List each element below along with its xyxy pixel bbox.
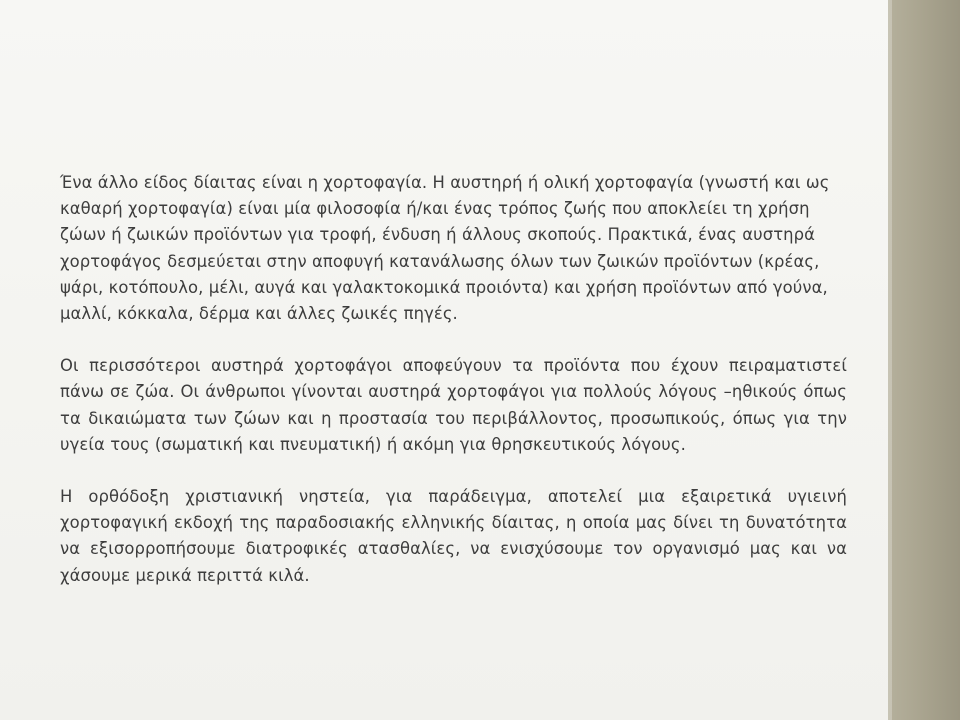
paragraph-reasons: Οι περισσότεροι αυστηρά χορτοφάγοι αποφεύγουν τα προϊόντα που έχουν πειραματιστεί πάνω σε ζώα. Οι άνθρωποι γίνονται αυστηρά χορτοφάγοι για πολλούς λόγους –ηθικούς όπως τα δικαιώματα των ζώων και η προστασία του περιβάλλοντος, προσωπικούς, όπως για την υγεία τους (σωματική και πνευματική) ή ακόμη για θρησκευτικούς λόγους.	[60, 356, 847, 454]
paragraph-veganism-intro: Ένα άλλο είδος δίαιτας είναι η χορτοφαγία. Η αυστηρή ή ολική χορτοφαγία (γνωστή και ως καθαρή χορτοφαγία) είναι μία φιλοσοφία ή/και ένας τρόπος ζωής που αποκλείει τη χρήση ζώων ή ζωικών προϊόντων για τροφή, ένδυση ή άλλους σκοπούς. Πρακτικά, ένας αυστηρά χορτοφάγος δεσμεύεται στην αποφυγή κατανάλωσης όλων των ζωικών προϊόντων (κρέας, ψάρι, κοτόπουλο, μέλι, αυγά και γαλακτοκομικά προιόντα) και χρήση προϊόντων από γούνα, μαλλί, κόκκαλα, δέρμα και άλλες ζωικές πηγές.	[60, 173, 830, 324]
paragraph-orthodox-fasting: Η ορθόδοξη χριστιανική νηστεία, για παράδειγμα, αποτελεί μια εξαιρετικά υγιεινή χορτοφαγική εκδοχή της παραδοσιακής ελληνικής δίαιτας, η οποία μας δίνει τη δυνατότητα να εξισορροπήσουμε διατροφικές ατασθαλίες, να ενισχύσουμε τον οργανισμό μας και να χάσουμε μερικά περιττά κιλά.	[60, 487, 847, 585]
decorative-side-stripe	[888, 0, 960, 720]
slide-body	[60, 170, 847, 589]
